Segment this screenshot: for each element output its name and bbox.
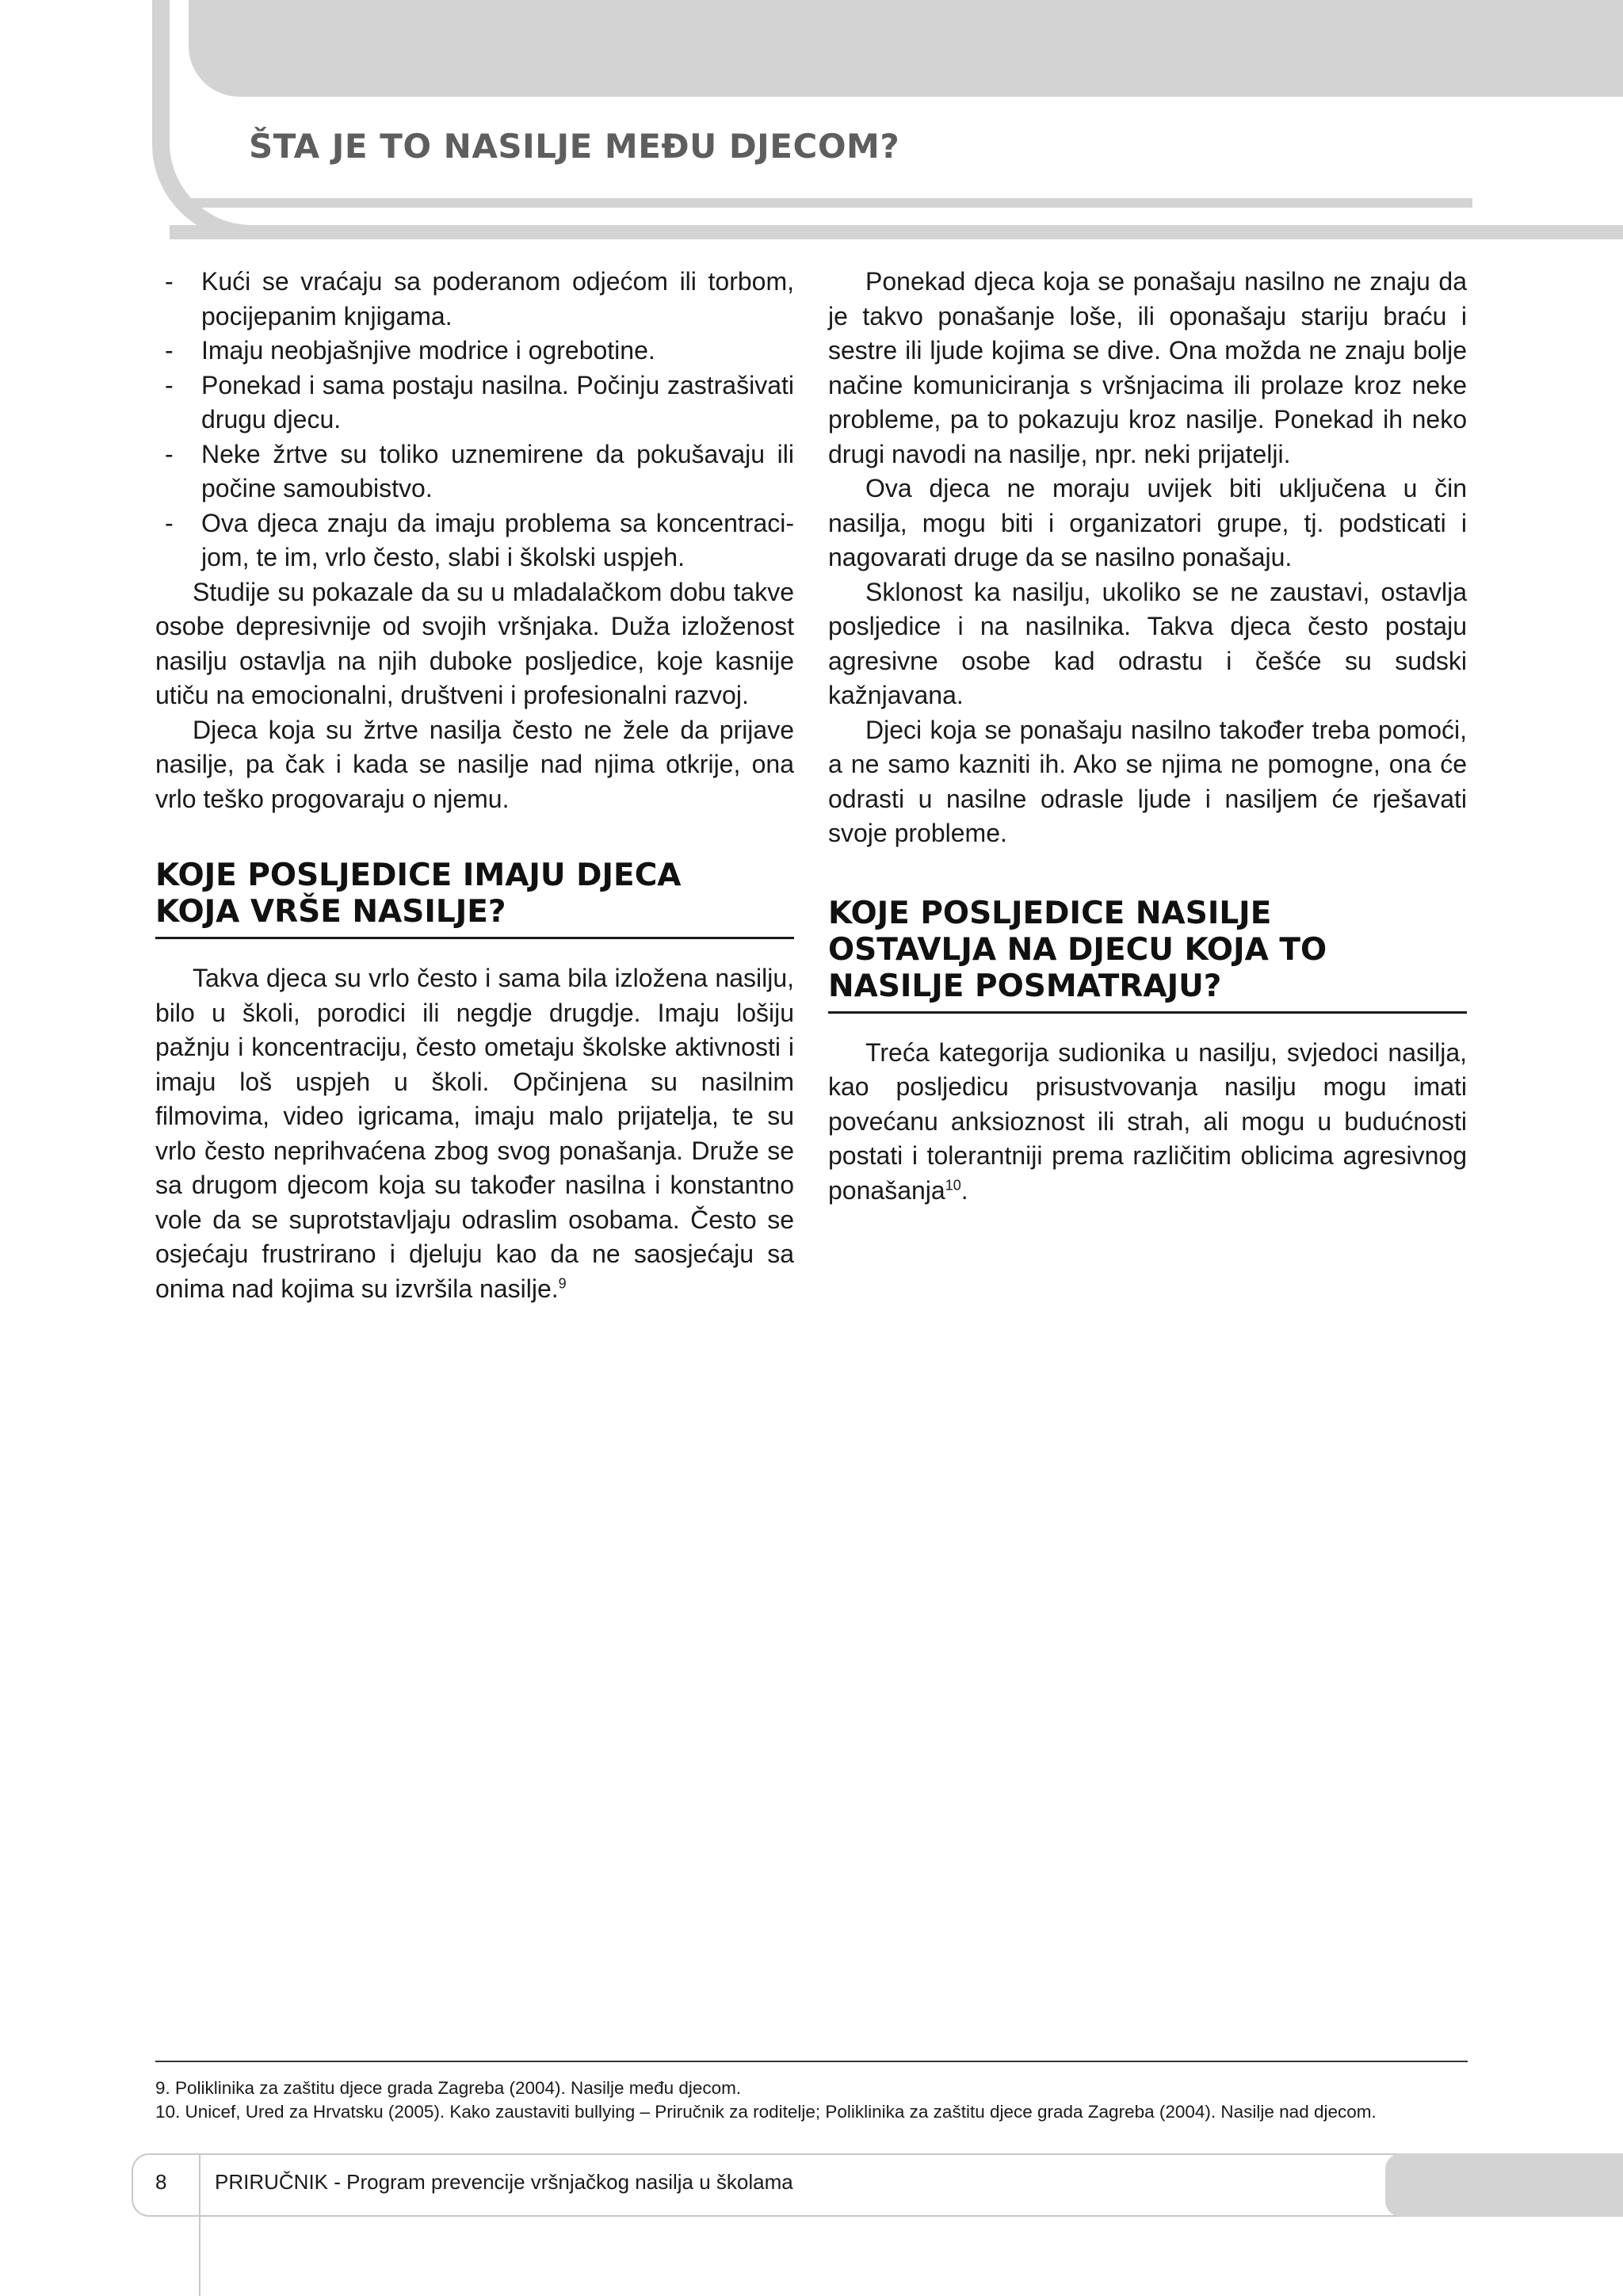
right-column <box>828 265 1467 1208</box>
body-paragraph: Sklonost ka nasilju, ukoliko se ne zaustavi, ostavlja posljedice i na nasilnika. Takva djeca često postaju agresivne osobe kad odrastu i češće su sudski kažnjavana. <box>828 577 1467 709</box>
list-item-text: Kući se vraćaju sa poderanom odjećom ili torbom, pocijepanim knjigama. <box>201 267 794 330</box>
list-item-text: Ponekad i sama postaju nasilna. Počinju zastrašivati drugu djecu. <box>201 370 794 434</box>
list-item-text: Ova djeca znaju da imaju problema sa koncentracijom, te im, vrlo često, slabi i školski uspjeh. <box>201 508 794 571</box>
list-item <box>155 437 794 506</box>
bullet-dash: - <box>165 336 174 365</box>
list-item <box>155 506 794 575</box>
list-item <box>155 369 794 437</box>
bullet-dash: - <box>165 508 174 537</box>
header-bottom-bar <box>170 225 1469 239</box>
footer-tab <box>1385 2153 1623 2217</box>
list-item-text: Neke žrtve su toliko uznemirene da pokušavaju ili počine samoubistvo. <box>201 439 794 502</box>
body-paragraph: Ova djeca ne moraju uvijek biti uključena u čin nasilja, mogu biti i organizatori grupe, tj. podsticati i nagovarati druge da se nasilno ponašaju. <box>828 474 1467 571</box>
left-column <box>155 265 794 1306</box>
body-paragraph: Ponekad djeca koja se ponašaju nasilno ne znaju da je takvo ponašanje loše, ili oponašaju stariju braću i sestre ili ljude kojima se dive. Ona možda ne znaju bolje načine komuniciranja s vršnjacima ili prolaze kroz neke probleme, pa to pokazuju kroz nasilje. Ponekad ih neko drugi navodi na nasilje, npr. neki prijatelji. <box>828 267 1467 468</box>
body-paragraph: Djeci koja se ponašaju nasilno također treba pomoći, a ne samo kazniti ih. Ako se njima ne pomogne, ona će odrasti u nasilne odrasle ljude i nasiljem će rješavati svoje probleme. <box>828 715 1467 847</box>
heading-line: KOJA VRŠE NASILJE? <box>155 894 506 930</box>
page-number: 8 <box>155 2170 167 2194</box>
body-paragraph: Studije su pokazale da su u mladalačkom dobu takve osobe depresivnije od svojih vršnjaka. Duža izloženost nasilju ostavlja na njih duboke posljedice, koje kasnije utiču na emocionalni, društveni i profesionalni razvoj. <box>155 577 794 709</box>
footnote-ref[interactable]: 9 <box>558 1274 567 1291</box>
heading-line: OSTAVLJA NA DJECU KOJA TO <box>828 931 1327 968</box>
heading-line: KOJE POSLJEDICE NASILJE <box>828 895 1272 931</box>
footer-divider-line <box>199 2153 200 2296</box>
bullet-dash: - <box>165 370 174 399</box>
footnote-divider <box>155 2061 1468 2062</box>
body-paragraph <box>155 961 794 1306</box>
footer-title: PRIRUČNIK - Program prevencije vršnjačkog nasilja u školama <box>215 2170 793 2194</box>
list-item <box>155 334 794 369</box>
paragraph-text: Takva djeca su vrlo često i sama bila izložena nasilju, bilo u školi, porodici ili negdje drugdje. Imaju lošiju pažnju i koncentraciju, često ometaju školske aktivnosti i imaju loš uspjeh u školi. Opčinjena su nasilnim filmovima, video igricama, imaju malo prijatelja, te su vrlo često neprihvaćena zbog svog ponašanja. Druže se sa drugom djecom koja su također nasilna i konstantno vole da se suprotstavljaju odraslim osobama. Često se osjećaju frustrirano i djeluju kao da ne saosjećaju sa onima nad kojima su izvršila nasilje. <box>155 964 794 1303</box>
body-paragraph <box>828 1036 1467 1209</box>
paragraph-end: . <box>960 1175 968 1205</box>
symptom-list <box>155 265 794 575</box>
header-top-band <box>189 0 1623 97</box>
footnote-10: 10. Unicef, Ured za Hrvatsku (2005). Kako zaustaviti bullying – Priručnik za roditelje; Poliklinika za zaštitu djece grada Zagreba (2004). Nasilje nad djecom. <box>155 2102 1377 2122</box>
section-heading-bullies <box>155 858 794 939</box>
list-item <box>155 265 794 334</box>
paragraph-text: Treća kategorija sudionika u nasilju, svjedoci nasilja, kao posljedicu prisustvovanja nasilju mogu imati povećanu anksioznost ili strah, ali mogu u budućnosti postati i tolerantniji prema različitim oblicima agresivnog ponašanja <box>828 1037 1467 1205</box>
heading-line: NASILJE POSMATRAJU? <box>828 968 1222 1004</box>
heading-line: KOJE POSLJEDICE IMAJU DJECA <box>155 858 682 893</box>
body-paragraph: Djeca koja su žrtve nasilja često ne žele da prijave nasilje, pa čak i kada se nasilje nad njima otkrije, ona vrlo teško progovaraju o njemu. <box>155 715 794 813</box>
list-item-text: Imaju neobjašnjive modrice i ogrebotine. <box>201 336 655 365</box>
footnotes <box>155 2076 1487 2124</box>
bullet-dash: - <box>165 267 174 296</box>
bullet-dash: - <box>165 439 174 468</box>
footnote-ref[interactable]: 10 <box>945 1176 961 1193</box>
header-inner-line <box>189 198 1472 208</box>
footnote-9: 9. Poliklinika za zaštitu djece grada Zagreba (2004). Nasilje među djecom. <box>155 2078 742 2098</box>
page-title: ŠTA JE TO NASILJE MEĐU DJECOM? <box>249 127 900 166</box>
section-heading-witnesses <box>828 896 1467 1014</box>
